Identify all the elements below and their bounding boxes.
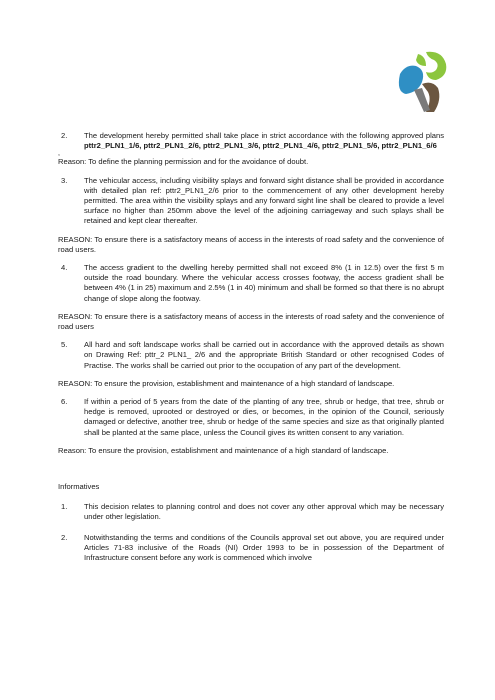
stray-mark: , (58, 150, 60, 158)
condition-number: 4. (61, 263, 68, 273)
condition-number: 2. (61, 131, 68, 140)
logo-grey-stem (414, 88, 430, 112)
conditions-content (58, 131, 444, 563)
condition-text: The access gradient to the dwelling hereby permitted shall not exceed 8% (1 in 12.5) over the first 5 m outside the road boundary. Where the vehicular access crosses footway, the access gradient shall be between 4% (1 in 25) maximum and 2.5% (1 in 40) minimum and shall be formed so that there is no abrupt change of slope along the footway. (84, 263, 444, 303)
council-logo (392, 44, 452, 116)
reason-2: Reason: To define the planning permission and for the avoidance of doubt. (58, 157, 309, 167)
approved-plans-list: pttr2_PLN1_1/6, pttr2_PLN1_2/6, pttr2_PLN1_3/6, pttr2_PLN1_4/6, pttr2_PLN1_5/6, pttr2_PLN1_6/6 (84, 141, 437, 151)
informative-number: 2. (61, 532, 68, 542)
reason-4: REASON: To ensure there is a satisfactory means of access in the interests of road safety and the convenience of road users (58, 311, 444, 332)
informative-2 (58, 533, 444, 564)
condition-text: If within a period of 5 years from the date of the planting of any tree, shrub or hedge, that tree, shrub or hedge is removed, uprooted or destroyed or dies, or becomes, in the opinion of the Council, seriously damaged or defective, another tree, shrub or hedge of the same species and size as that originally planted shall be planted at the same place, unless the Council gives its written consent to any variation. (84, 397, 444, 437)
informative-number: 1. (61, 502, 68, 512)
logo-green-leaf (416, 54, 426, 66)
condition-3 (58, 176, 444, 227)
condition-6 (58, 397, 444, 438)
condition-2 (58, 131, 444, 151)
condition-number: 6. (61, 397, 68, 407)
reason-3: REASON: To ensure there is a satisfactory means of access in the interests of road safety and the convenience of road users. (58, 234, 444, 254)
condition-text: The development hereby permitted shall take place in strict accordance with the following approved plans pttr2_PLN1_1/6, pttr2_PLN1_2/6, pttr2_PLN1_3/6, pttr2_PLN1_4/6, pttr2_PLN1_5/6, pttr2_PLN1_6/6 (84, 131, 444, 151)
logo-green-shape (426, 52, 446, 80)
condition-text: The vehicular access, including visibility splays and forward sight distance shall be provided in accordance with detailed plan ref: pttr2_PLN1_2/6 prior to the commencement of any other development hereby permitted. The area within the visibility splays and any forward sight line shall be cleared to provide a level surface no higher than 250mm above the level of the adjoining carriageway and such splays shall be retained and kept clear thereafter. (84, 175, 444, 226)
informative-1 (58, 502, 444, 522)
informative-text: This decision relates to planning control and does not cover any other approval which may be necessary under other legislation. (84, 502, 444, 522)
informative-text: Notwithstanding the terms and conditions of the Councils approval set out above, you are required under Articles 71-83 inclusive of the Roads (NI) Order 1993 to be in possession of the Department of Infrastructure consent before any work is commenced which involve (84, 532, 444, 563)
condition-number: 3. (61, 175, 68, 185)
reason-5: REASON: To ensure the provision, establishment and maintenance of a high standard of landscape. (58, 378, 395, 388)
condition-number: 5. (61, 340, 68, 350)
reason-6: Reason: To ensure the provision, establishment and maintenance of a high standard of landscape. (58, 445, 389, 455)
condition-4 (58, 263, 444, 304)
informatives-heading: Informatives (58, 482, 100, 492)
condition-5 (58, 340, 444, 371)
condition-text: All hard and soft landscape works shall be carried out in accordance with the approved details as shown on Drawing Ref: pttr_2 PLN1_ 2/6 and the appropriate British Standard or other recognised Codes of Practise. The works shall be carried out prior to the occupation of any part of the development. (84, 340, 444, 370)
